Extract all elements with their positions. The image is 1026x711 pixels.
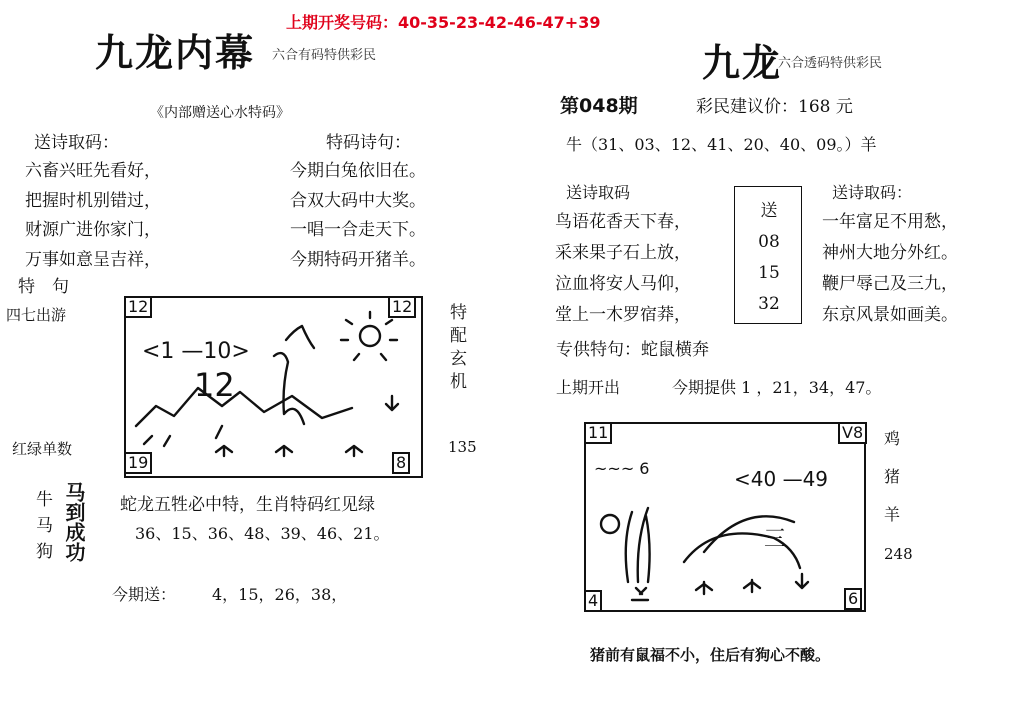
poem-line: 六畜兴旺先看好， <box>25 161 161 181</box>
send-box-number: 32 <box>758 294 780 314</box>
left-corner-tl: 12 <box>124 296 152 318</box>
left-sketch-stroke <box>286 326 314 348</box>
left-special-lines <box>290 157 426 275</box>
sprout-icon <box>744 580 760 592</box>
sun-rays-icon <box>341 312 397 360</box>
redgreen-label: 红绿单数 <box>12 440 73 458</box>
poem-line: 采来果子石上放， <box>555 243 691 263</box>
left-corner-br: 8 <box>392 452 410 474</box>
ox-sheep-line: 牛（31、03、12、41、20、40、09。）羊 <box>566 135 877 154</box>
poem-line: 财源广进你家门， <box>25 220 161 240</box>
poem-line: 堂上一木罗宿莽， <box>555 305 691 325</box>
animal: 马 <box>36 516 53 536</box>
right-poem-heading-left: 送诗取码 <box>566 183 631 202</box>
right-side-number: 248 <box>884 545 913 563</box>
special-sentence: 专供特句：蛇鼠横奔 <box>556 340 709 360</box>
grass-icon <box>144 426 222 446</box>
circled-number-icon <box>601 515 619 533</box>
issue-number: 第048期 <box>560 95 638 117</box>
zodiac-line: 蛇龙五牲必中特，生肖特码红见绿 <box>120 495 375 515</box>
poem-line: 神州大地分外红。 <box>822 243 958 263</box>
left-inner-note: 《内部赠送心水特码》 <box>150 105 290 121</box>
side-animal: 羊 <box>884 505 901 524</box>
left-sketch-numeral: 12 <box>194 366 235 404</box>
arrow-down-icon <box>386 396 398 410</box>
poem-line: 东京风景如画美。 <box>822 305 958 325</box>
mountain-outline-icon <box>136 388 352 426</box>
reed-icon <box>626 508 650 582</box>
right-bottom-line: 猪前有鼠福不小，住后有狗心不酸。 <box>590 646 831 664</box>
teju-label: 特 句 <box>18 277 69 297</box>
right-poem-right-lines <box>822 207 958 331</box>
grass-icon <box>632 588 648 600</box>
poem-line: 万事如意呈吉祥， <box>25 249 161 270</box>
left-title: 九龙内幕 <box>95 30 256 75</box>
left-corner-bl: 19 <box>124 452 152 474</box>
right-poem-left-lines <box>555 207 691 331</box>
left-sketch-drawing <box>124 296 423 478</box>
side-animal: 鸡 <box>884 429 901 448</box>
special-line: 一唱一合走天下。 <box>290 220 426 240</box>
sun-icon <box>360 326 380 346</box>
side-animal: 猪 <box>884 467 901 486</box>
right-sketch-range-text: <40 —49 <box>734 467 829 491</box>
animals-column-1 <box>36 487 53 565</box>
send-box-number: 08 <box>758 232 780 252</box>
suggested-price: 彩民建议价：168 元 <box>696 97 853 117</box>
left-corner-tr: 12 <box>388 296 416 318</box>
sprout-icon <box>346 446 362 456</box>
left-special-heading: 特码诗句： <box>326 133 411 153</box>
right-poem-heading-right: 送诗取码： <box>832 183 913 202</box>
right-subtitle: 六合透码特供彩民 <box>778 56 883 71</box>
right-side-vertical <box>884 420 900 534</box>
animals-success-text: 马到成功 <box>62 482 86 562</box>
animal: 狗 <box>36 542 53 562</box>
sprout-icon <box>216 446 232 456</box>
zodiac-numbers: 36、15、36、48、39、46、21。 <box>135 524 390 543</box>
right-sketch-three: 三 <box>764 527 787 552</box>
poem-line: 一年富足不用愁， <box>822 212 958 232</box>
arrow-down-icon <box>796 574 808 588</box>
last-period-label: 上期开出 <box>556 378 621 397</box>
this-period-numbers: 今期提供 1 ，21，34，47。 <box>672 378 882 397</box>
special-line: 今期白兔依旧在。 <box>290 161 426 181</box>
left-poem-lines <box>25 157 161 275</box>
right-sketch-drawing <box>584 422 866 612</box>
poem-line: 鞭尸辱己及三九， <box>822 274 958 294</box>
right-corner-tr: V8 <box>838 422 867 444</box>
sprout-icon <box>276 446 292 456</box>
special-line: 今期特码开猪羊。 <box>290 249 426 270</box>
send-box-number: 15 <box>758 263 780 283</box>
send-number-box-content <box>734 196 804 320</box>
right-corner-br: 6 <box>844 588 862 610</box>
right-sketch-small-text: ~~~ 6 <box>594 459 650 478</box>
left-sketch-glyph <box>274 353 304 424</box>
poem-line: 泣血将安人马仰， <box>555 274 691 294</box>
animal: 牛 <box>36 490 53 510</box>
teju-value: 四七出游 <box>6 306 67 324</box>
send-numbers: 4，15，26，38， <box>212 585 348 604</box>
previous-draw-banner: 上期开奖号码：40-35-23-42-46-47+39 <box>286 13 601 32</box>
special-line: 合双大码中大奖。 <box>290 190 426 211</box>
left-poem-heading: 送诗取码： <box>34 133 119 153</box>
poem-line: 把握时机别错过， <box>25 190 161 211</box>
left-subtitle: 六合有码特供彩民 <box>272 48 377 63</box>
right-corner-tl: 11 <box>584 422 612 444</box>
left-right-number: 135 <box>448 438 477 456</box>
poem-line: 鸟语花香天下春， <box>555 212 691 232</box>
right-corner-bl: 4 <box>584 590 602 612</box>
send-label: 今期送： <box>112 585 177 604</box>
left-right-vertical-text: 特配玄机 <box>446 303 466 395</box>
right-title: 九龙 <box>702 40 783 85</box>
send-box-label: 送 <box>760 201 778 221</box>
sprout-icon <box>696 582 712 594</box>
left-sketch-range-text: <1 —10> <box>142 339 250 364</box>
